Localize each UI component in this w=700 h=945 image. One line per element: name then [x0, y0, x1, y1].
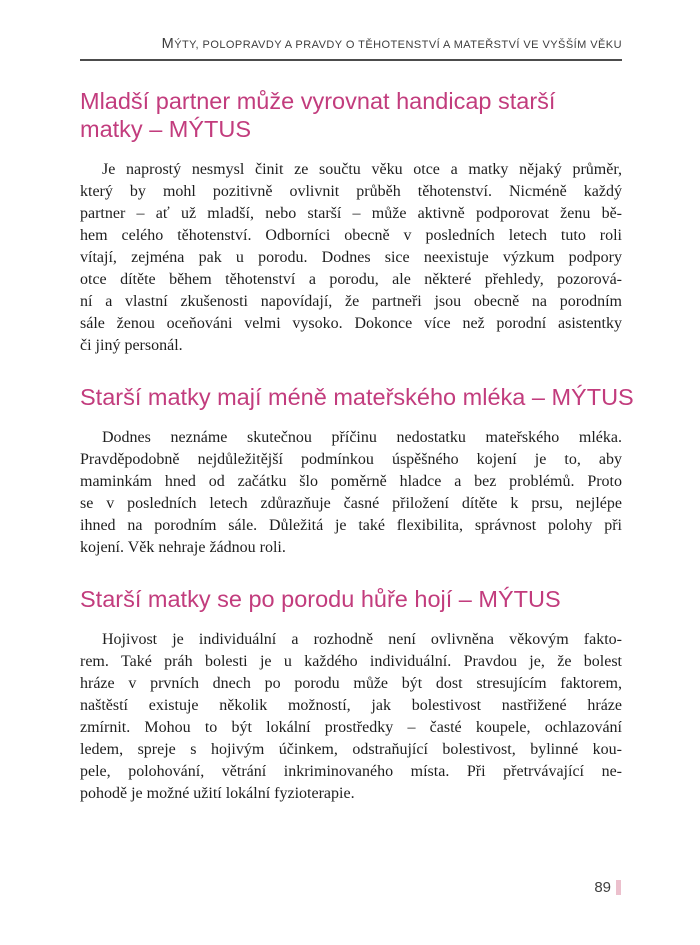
text-line: Je naprostý nesmysl činit ze součtu věku otce a matky nějaký průměr, [102, 161, 622, 178]
page-footer [594, 879, 621, 896]
text-line: ihned na porodním sále. Důležitá je také flexibilita, správnost polohy při [80, 517, 622, 534]
section-paragraph-2 [80, 427, 622, 559]
page-content [80, 36, 634, 805]
text-line: Starší matky se po porodu hůře hojí – MÝTUS [80, 586, 561, 612]
section-heading-3 [80, 585, 622, 613]
page-number: 89 [594, 879, 611, 896]
text-line: hem celého těhotenství. Odborníci obecně v posledních letech tuto roli [80, 227, 622, 244]
running-header: MÝTY, POLOPRAVDY A PRAVDY O TĚHOTENSTVÍ A MATEŘSTVÍ VE VYŠŠÍM VĚKU [80, 36, 622, 61]
section-paragraph-3 [80, 629, 622, 805]
page-number-marker [616, 880, 621, 895]
text-line: Dodnes neznáme skutečnou příčinu nedostatku mateřského mléka. [102, 429, 622, 446]
text-line: pohodě je možné užití lokální fyzioterapie. [80, 785, 355, 802]
text-line: hráze v prvních dnech po porodu může být dost stresujícím faktorem, [80, 675, 622, 692]
text-line: Pravděpodobně nejdůležitější podmínkou úspěšného kojení je to, aby [80, 451, 622, 468]
text-line: matky – MÝTUS [80, 116, 252, 142]
text-line: sále ženou oceňováni velmi vysoko. Dokonce více než porodní asistentky [80, 315, 622, 332]
section-heading-2 [80, 383, 634, 411]
text-line: kojení. Věk nehraje žádnou roli. [80, 539, 286, 556]
text-line: naštěstí existuje několik možností, jak bolestivost nastřižené hráze [80, 697, 622, 714]
text-line: Starší matky mají méně mateřského mléka – MÝTUS [80, 384, 634, 410]
text-line: zmírnit. Mohou to být lokální prostředky – časté koupele, ochlazování [80, 719, 622, 736]
text-line: ledem, spreje s hojivým účinkem, odstraňující bolestivost, bylinné kou- [80, 741, 622, 758]
text-line: či jiný personál. [80, 337, 183, 354]
section-heading-1 [80, 87, 622, 143]
text-line: pele, polohování, větrání inkriminovaného místa. Při přetrvávající ne- [80, 763, 622, 780]
text-line: rem. Také práh bolesti je u každého individuální. Pravdou je, že bolest [80, 653, 622, 670]
text-line: partner – ať už mladší, nebo starší – může aktivně podporovat ženu bě- [80, 205, 622, 222]
text-line: který by mohl pozitivně ovlivnit průběh těhotenství. Nicméně každý [80, 183, 622, 200]
text-line: vítají, zejména pak u porodu. Dodnes sice neexistuje výzkum podpory [80, 249, 622, 266]
text-line: Hojivost je individuální a rozhodně není ovlivněna věkovým fakto- [102, 631, 622, 648]
text-line: Mladší partner může vyrovnat handicap starší [80, 88, 556, 114]
text-line: ní a vlastní zkušenosti napovídají, že partneři jsou obecně na porodním [80, 293, 622, 310]
text-line: maminkám hned od začátku šlo poměrně hladce a bez problémů. Proto [80, 473, 622, 490]
text-line: se v posledních letech zdůrazňuje časné přiložení dítěte k prsu, nejlépe [80, 495, 622, 512]
text-line: otce dítěte během těhotenství a porodu, ale některé přehledy, pozorová- [80, 271, 622, 288]
section-paragraph-1 [80, 159, 622, 357]
